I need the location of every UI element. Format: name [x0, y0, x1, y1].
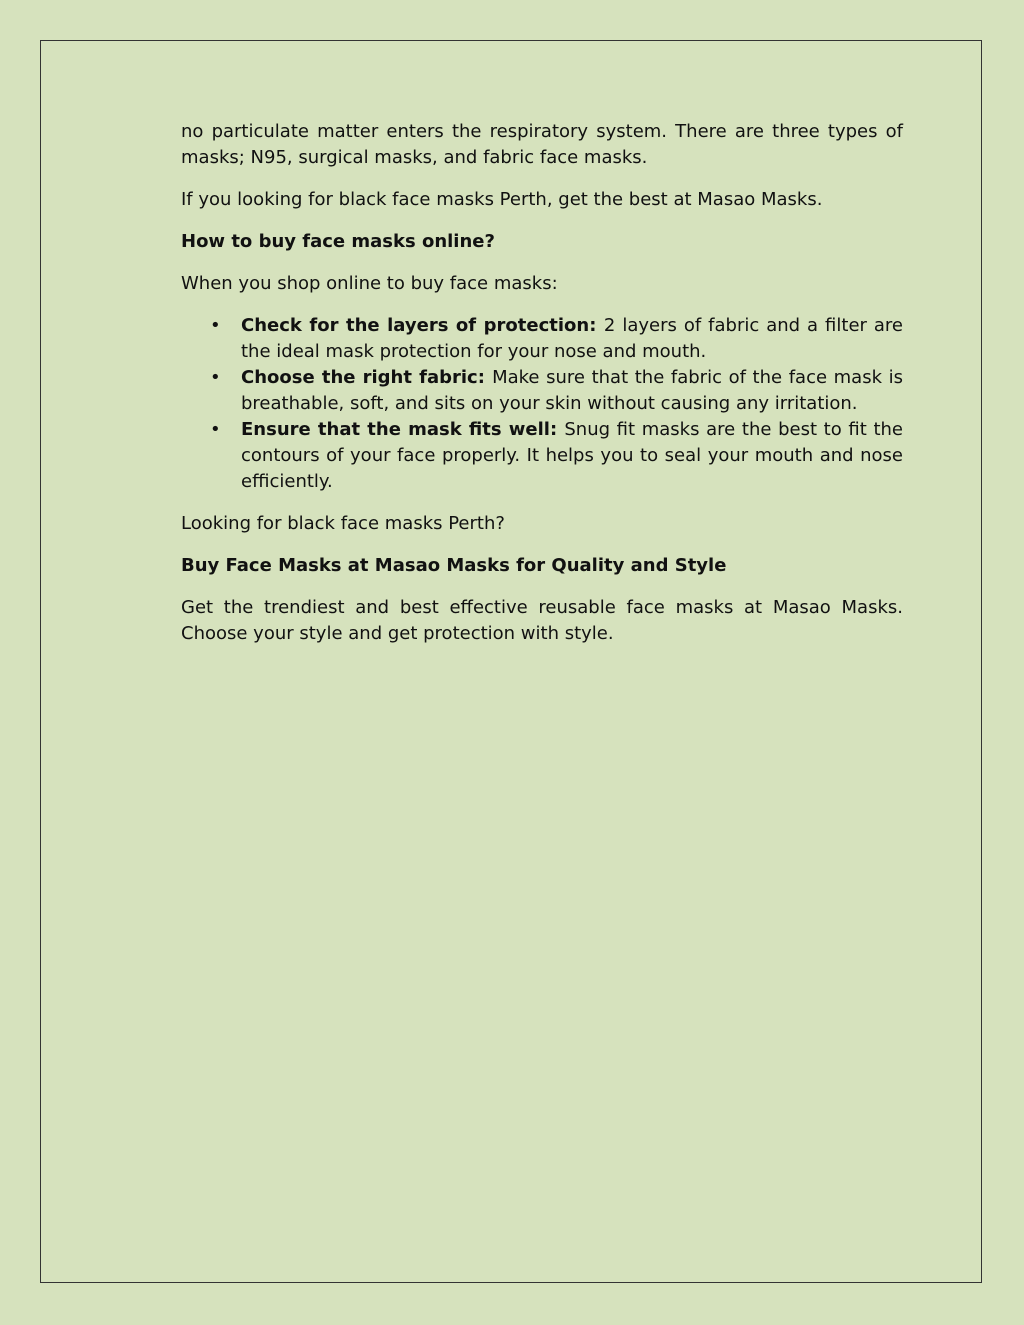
- list-item-text: Snug fit masks are the best to fit the contours of your face properly. It helps you to seal your mouth and nose efficiently.: [241, 419, 904, 492]
- heading-buy-masks: Buy Face Masks at Masao Masks for Quality and Style: [181, 555, 727, 576]
- bullet-icon: •: [210, 419, 221, 440]
- tips-list: [181, 313, 903, 495]
- list-item-lead: Choose the right fabric:: [241, 367, 493, 388]
- list-item: [181, 417, 903, 495]
- paragraph-shop-online: When you shop online to buy face masks:: [181, 273, 558, 294]
- paragraph-black-masks: If you looking for black face masks Perth, get the best at Masao Masks.: [181, 189, 823, 210]
- paragraph-closing: Get the trendiest and best effective reusable face masks at Masao Masks. Choose your style and get protection with style.: [181, 597, 903, 644]
- paragraph-intro: no particulate matter enters the respiratory system. There are three types of masks; N95, surgical masks, and fabric face masks.: [181, 121, 903, 168]
- list-item-text: 2 layers of fabric and a filter are the ideal mask protection for your nose and mouth.: [241, 315, 904, 362]
- heading-how-to-buy: How to buy face masks online?: [181, 231, 495, 252]
- paragraph-looking-for: Looking for black face masks Perth?: [181, 513, 505, 534]
- document-body: [181, 119, 903, 663]
- list-item: [181, 313, 903, 365]
- list-item-lead: Check for the layers of protection:: [241, 315, 604, 336]
- bullet-icon: •: [210, 367, 221, 388]
- bullet-icon: •: [210, 315, 221, 336]
- list-item-text: Make sure that the fabric of the face mask is breathable, soft, and sits on your skin without causing any irritation.: [241, 367, 904, 414]
- list-item-lead: Ensure that the mask fits well:: [241, 419, 565, 440]
- list-item: [181, 365, 903, 417]
